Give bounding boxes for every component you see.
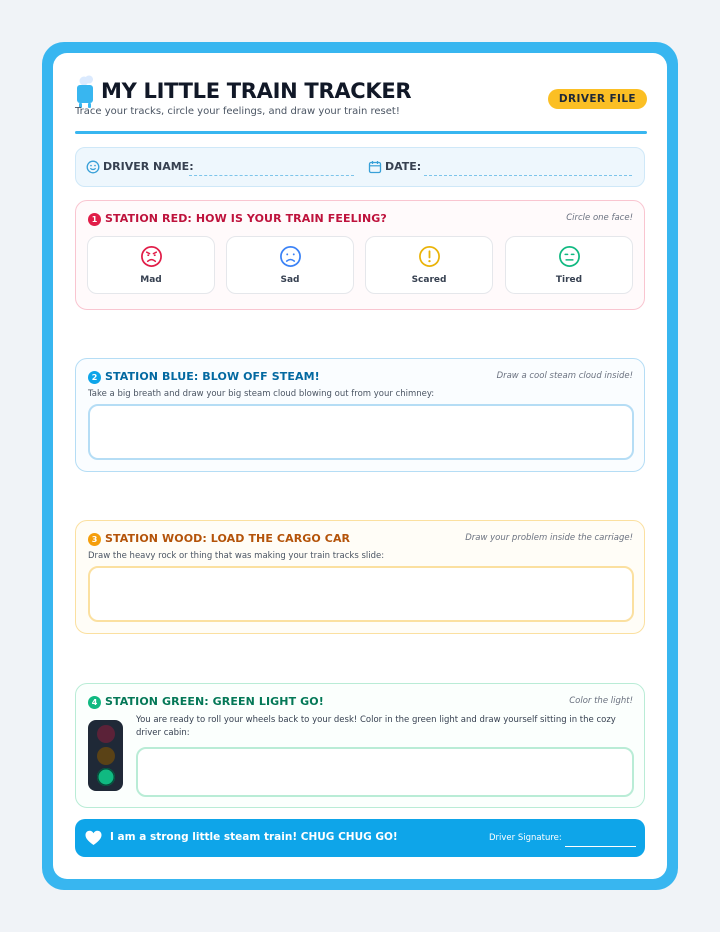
- affirmation-text: I am a strong little steam train! CHUG CHUG GO!: [110, 831, 398, 843]
- station-red-hint: Circle one face!: [566, 213, 633, 223]
- station-wood-hint: Draw your problem inside the carriage!: [465, 533, 633, 543]
- cargo-drawing-area[interactable]: [88, 566, 634, 622]
- driver-cabin-drawing-area[interactable]: [136, 747, 634, 797]
- driver-name-label: DRIVER NAME:: [103, 160, 194, 173]
- date-label: DATE:: [385, 160, 422, 173]
- heart-icon: [85, 830, 102, 846]
- driver-info-box: [75, 147, 645, 187]
- feeling-label: Mad: [140, 275, 162, 285]
- affirmation-banner: [75, 819, 645, 857]
- feeling-option-scared[interactable]: [365, 236, 493, 294]
- steam-cloud-drawing-area[interactable]: [88, 404, 634, 460]
- station-green-title: STATION GREEN: GREEN LIGHT GO!: [105, 695, 324, 708]
- step-number: 2: [88, 371, 101, 384]
- smiley-icon: [86, 160, 100, 174]
- station-blue-instructions: Take a big breath and draw your big steam cloud blowing out from your chimney:: [88, 389, 435, 399]
- page-frame: [42, 42, 678, 890]
- station-wood-title: STATION WOOD: LOAD THE CARGO CAR: [105, 532, 351, 545]
- station-green-section: [75, 683, 645, 808]
- calendar-icon: [368, 160, 382, 174]
- station-blue-hint: Draw a cool steam cloud inside!: [496, 371, 633, 381]
- sad-face-icon: [279, 245, 302, 268]
- feeling-option-mad[interactable]: [87, 236, 215, 294]
- header-divider: [75, 131, 647, 134]
- driver-file-badge: DRIVER FILE: [548, 89, 647, 109]
- page-title: MY LITTLE TRAIN TRACKER: [101, 79, 412, 103]
- alert-face-icon: [418, 245, 441, 268]
- station-wood-section: [75, 520, 645, 634]
- green-light[interactable]: [97, 768, 115, 786]
- feeling-option-tired[interactable]: [505, 236, 633, 294]
- step-number: 1: [88, 213, 101, 226]
- driver-signature-field[interactable]: [565, 846, 636, 847]
- station-green-instructions: You are ready to roll your wheels back to your desk! Color in the green light and draw yourself sitting in the cozy driver cabin:: [136, 715, 616, 738]
- driver-name-field[interactable]: [189, 175, 354, 176]
- step-number: 3: [88, 533, 101, 546]
- station-blue-title: STATION BLUE: BLOW OFF STEAM!: [105, 370, 320, 383]
- feeling-label: Sad: [280, 275, 300, 285]
- feeling-option-sad[interactable]: [226, 236, 354, 294]
- red-light[interactable]: [97, 725, 115, 743]
- yellow-light[interactable]: [97, 747, 115, 765]
- station-wood-instructions: Draw the heavy rock or thing that was making your train tracks slide:: [88, 551, 385, 561]
- page-subtitle: Trace your tracks, circle your feelings, and draw your train reset!: [75, 106, 400, 117]
- feeling-label: Tired: [555, 275, 583, 285]
- station-red-section: [75, 200, 645, 310]
- traffic-light: [88, 720, 123, 791]
- driver-signature-label: Driver Signature:: [489, 833, 562, 843]
- angry-face-icon: [140, 245, 163, 268]
- station-red-title: STATION RED: HOW IS YOUR TRAIN FEELING?: [105, 212, 387, 225]
- neutral-face-icon: [558, 245, 581, 268]
- date-field[interactable]: [424, 175, 632, 176]
- worksheet: [53, 53, 667, 879]
- step-number: 4: [88, 696, 101, 709]
- train-icon: [75, 75, 99, 109]
- feeling-label: Scared: [411, 275, 447, 285]
- station-green-hint: Color the light!: [569, 696, 633, 706]
- station-blue-section: [75, 358, 645, 472]
